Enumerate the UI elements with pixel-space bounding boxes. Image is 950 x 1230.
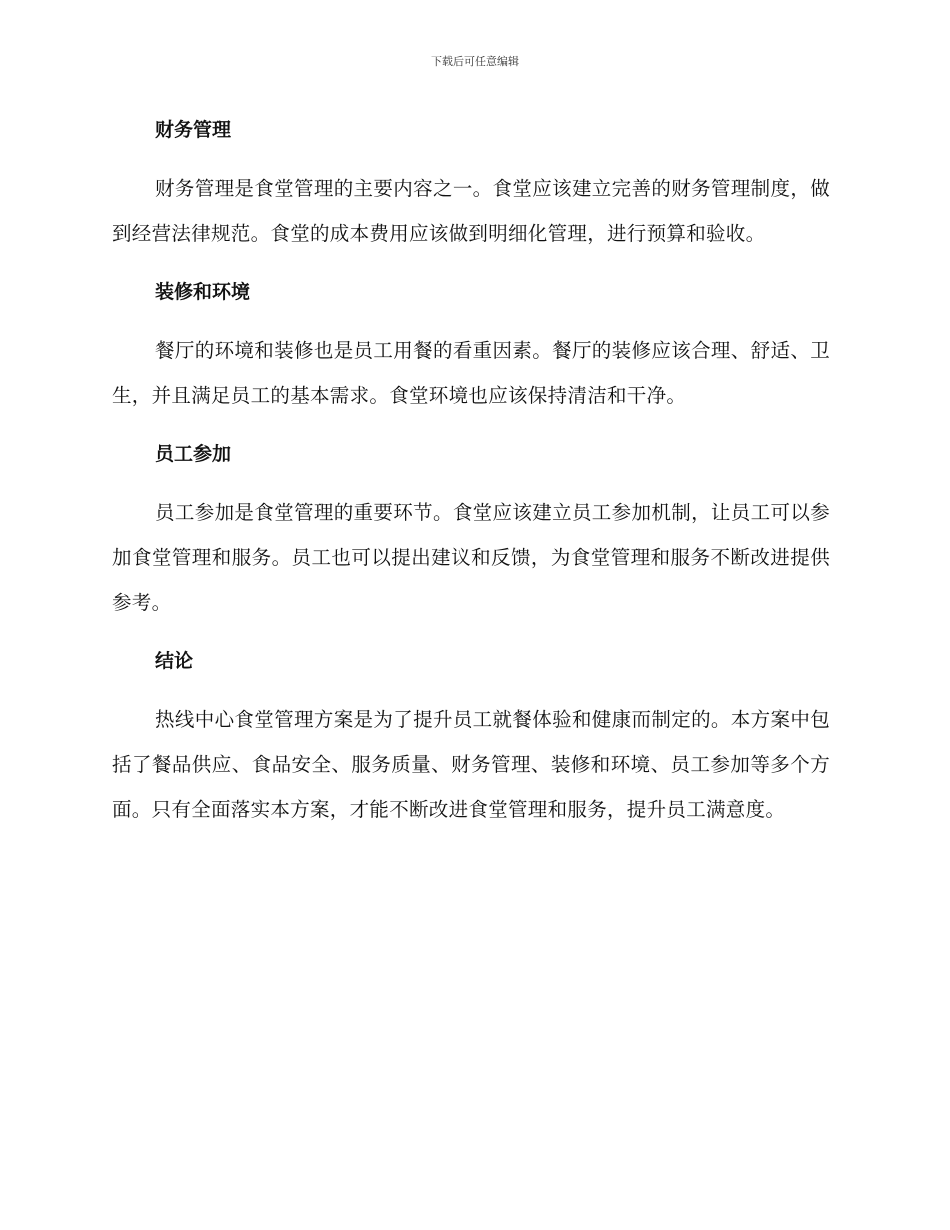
section-heading-conclusion: 结论 [155,650,194,672]
section-paragraph-finance: 财务管理是食堂管理的主要内容之一。食堂应该建立完善的财务管理制度，做到经营法律规范。食堂的成本费用应该做到明细化管理，进行预算和验收。 [112,177,830,245]
section-paragraph-decoration: 餐厅的环境和装修也是员工用餐的看重因素。餐厅的装修应该合理、舒适、卫生，并且满足员工的基本需求。食堂环境也应该保持清洁和干净。 [112,339,830,407]
section-paragraph-conclusion: 热线中心食堂管理方案是为了提升员工就餐体验和健康而制定的。本方案中包括了餐品供应、食品安全、服务质量、财务管理、装修和环境、员工参加等多个方面。只有全面落实本方案，才能不断改进食堂管理和服务，提升员工满意度。 [112,708,830,821]
section-heading-decoration: 装修和环境 [155,281,251,303]
document-body [112,108,830,846]
section-heading-finance: 财务管理 [155,119,232,141]
page-header: 下载后可任意编辑 [431,55,519,68]
section-paragraph-participation: 员工参加是食堂管理的重要环节。食堂应该建立员工参加机制，让员工可以参加食堂管理和服务。员工也可以提出建议和反馈，为食堂管理和服务不断改进提供参考。 [112,501,830,614]
section-heading-participation: 员工参加 [155,443,232,465]
